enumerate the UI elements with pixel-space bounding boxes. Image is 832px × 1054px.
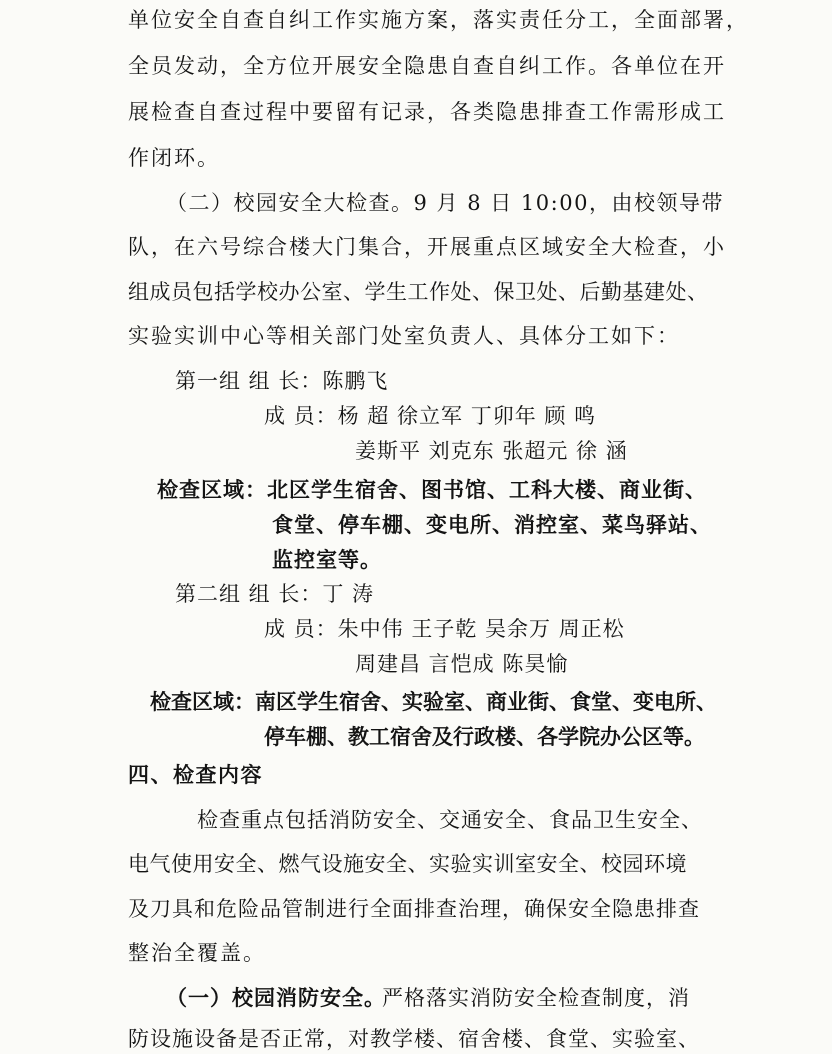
section-four-paragraph-line-2: 电气使用安全、燃气设施安全、实验实训室安全、校园环境 — [128, 852, 687, 876]
body-line-4: 作闭环。 — [128, 146, 220, 170]
group-two-members-row-2: 周建昌 言恺成 陈昊愉 — [355, 652, 569, 676]
fire-safety-subheading: （一）校园消防安全。 — [166, 985, 386, 1010]
section-four-paragraph-line-1: 检查重点包括消防安全、交通安全、食品卫生安全、 — [197, 808, 703, 832]
group-two-check-area-line-2: 停车棚、教工宿舍及行政楼、各学院办公区等。 — [264, 724, 705, 749]
group-one-members-row-1: 成 员：杨 超 徐立军 丁卯年 顾 鸣 — [264, 404, 597, 428]
body-line-8: 实验实训中心等相关部门处室负责人、具体分工如下： — [128, 324, 680, 348]
body-line-3: 展检查自查过程中要留有记录，各类隐患排查工作需形成工 — [128, 100, 726, 124]
group-one-leader: 第一组 组 长：陈鹏飞 — [175, 369, 389, 393]
group-two-check-area-line-1: 检查区域：南区学生宿舍、实验室、商业街、食堂、变电所、 — [150, 689, 717, 714]
body-line-6: 队，在六号综合楼大门集合，开展重点区域安全大检查，小 — [128, 235, 726, 259]
group-one-check-area-line-1: 检查区域：北区学生宿舍、图书馆、工科大楼、商业街、 — [157, 477, 707, 502]
group-one-check-area-line-2: 食堂、停车棚、变电所、消控室、菜鸟驿站、 — [272, 512, 712, 537]
section-four-paragraph-line-4: 整治全覆盖。 — [128, 941, 266, 965]
group-two-members-row-1: 成 员：朱中伟 王子乾 吴余万 周正松 — [264, 617, 625, 641]
group-two-leader: 第二组 组 长：丁 涛 — [175, 582, 375, 606]
section-four-heading: 四、检查内容 — [128, 762, 263, 787]
section-two-heading-line: （二）校园安全大检查。9 月 8 日 10:00，由校领导带 — [166, 191, 724, 215]
section-four-paragraph-line-3: 及刀具和危险品管制进行全面排查治理，确保安全隐患排查 — [128, 897, 700, 921]
group-one-members-row-2: 姜斯平 刘克东 张超元 徐 涵 — [355, 439, 628, 463]
fire-safety-line-2: 防设施设备是否正常，对教学楼、宿舍楼、食堂、实验室、 — [128, 1027, 700, 1051]
fire-safety-line-1-text: 严格落实消防安全检查制度，消 — [382, 986, 690, 1010]
body-line-1: 单位安全自查自纠工作实施方案，落实责任分工，全面部署， — [128, 8, 749, 32]
group-one-check-area-line-3: 监控室等。 — [272, 547, 382, 572]
body-line-2: 全员发动，全方位开展安全隐患自查自纠工作。各单位在开 — [128, 54, 726, 78]
body-line-7: 组成员包括学校办公室、学生工作处、保卫处、后勤基建处、 — [128, 280, 709, 304]
